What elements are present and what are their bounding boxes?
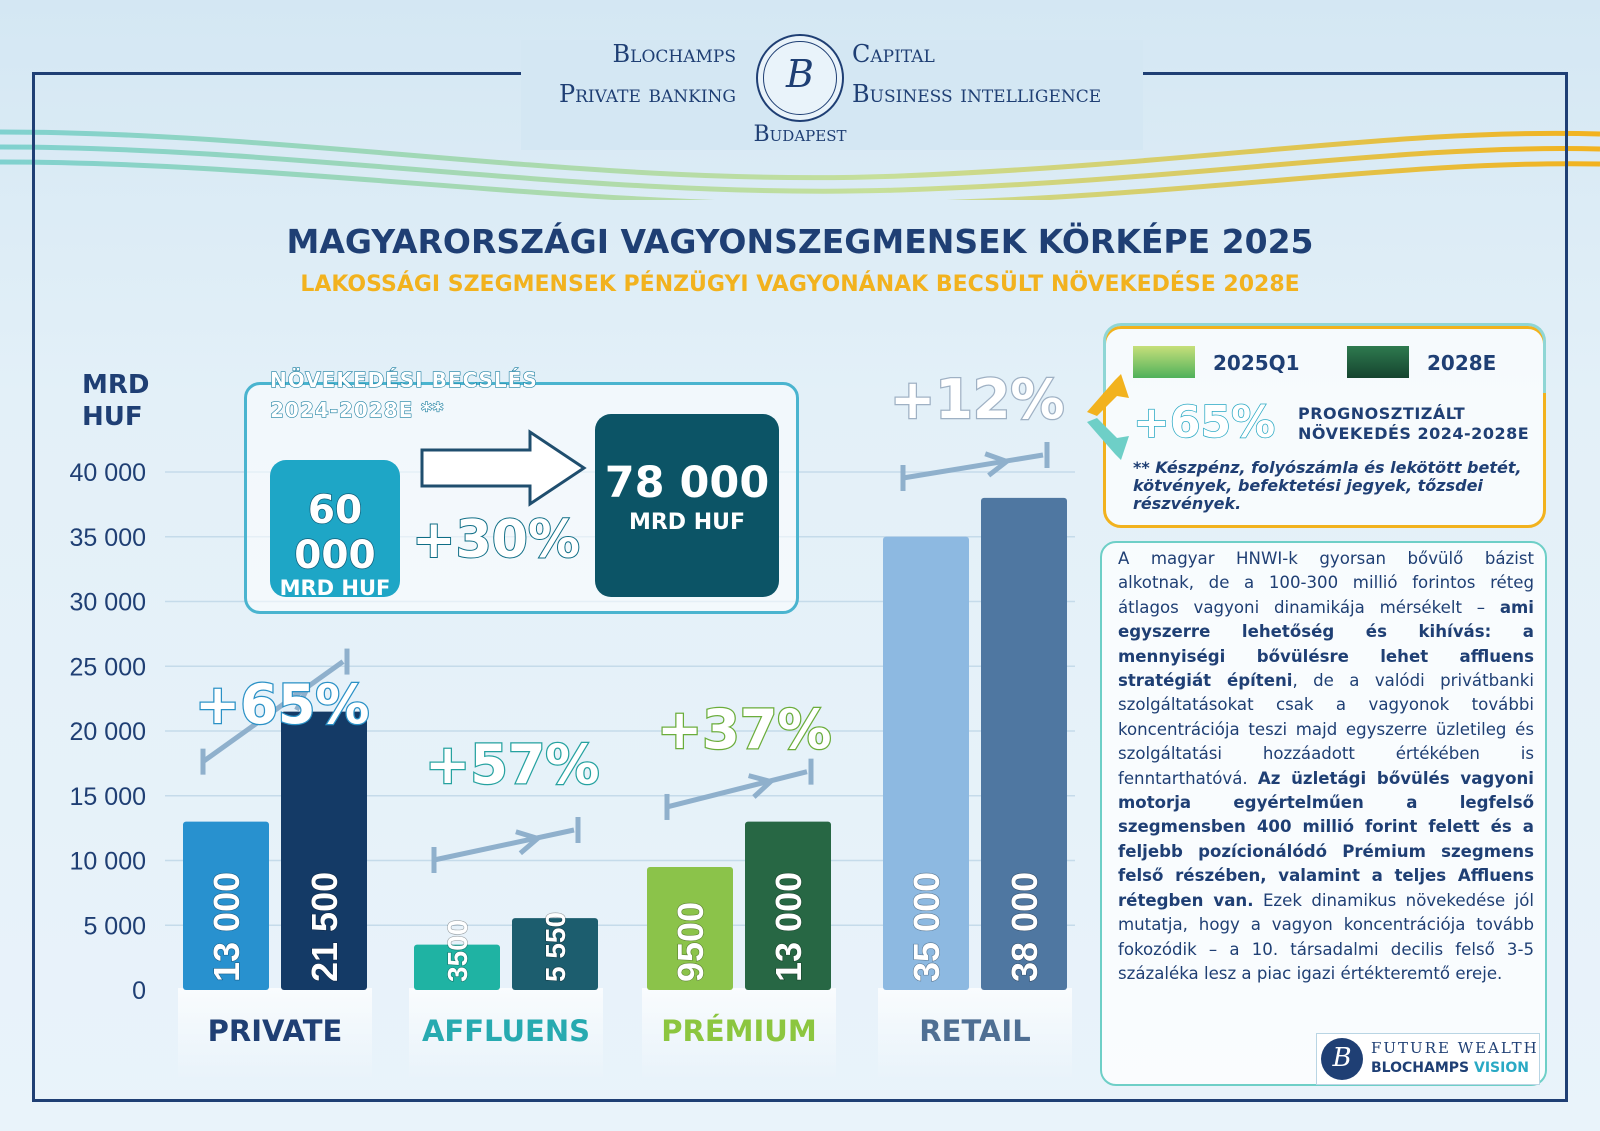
legend-swatch-2028e (1347, 346, 1409, 378)
legend-label-2028e: 2028E (1427, 351, 1497, 375)
category-label: PRIVATE (207, 1014, 343, 1048)
growth-label: +65% (195, 673, 370, 736)
commentary-run-0: A magyar HNWI-k gyorsan bővülő bázist alkotnak, de a 100-300 millió forintos réteg átlagos vagyoni dinamikája mérsékelt – (1118, 549, 1534, 617)
brand-left: Blochamps (612, 40, 736, 68)
legend-growth-text-line1: PROGNOSZTIZÁLT (1298, 404, 1466, 423)
callout-to-unit: MRD HUF (628, 510, 746, 535)
tagline-left: Private banking (558, 80, 736, 108)
legend-swatch-2025q1 (1133, 346, 1195, 378)
y-tick-label: 40 000 (69, 459, 146, 487)
y-tick-label: 25 000 (69, 653, 146, 682)
callout-from-value: 60 000 (294, 488, 376, 578)
category-label: PRÉMIUM (661, 1014, 817, 1048)
bar-value-label: 21 500 (303, 871, 345, 982)
page-subtitle: LAKOSSÁGI SZEGMENSEK PÉNZÜGYI VAGYONÁNAK BECSÜLT NÖVEKEDÉSE 2028E (300, 272, 1300, 297)
y-tick-label: 15 000 (69, 782, 146, 811)
callout-title-line2: 2024-2028E ** (270, 398, 445, 422)
bar-value-label: 38 000 (1003, 871, 1045, 982)
y-tick-label: 0 (132, 977, 146, 1005)
callout-title-line1: NÖVEKEDÉSI BECSLÉS (270, 368, 538, 392)
legend-label-2025q1: 2025Q1 (1213, 351, 1300, 375)
y-tick-label: 10 000 (69, 847, 146, 876)
commentary-run-4: Ezek dinamikus növekedése jól mutatja, hogy a vagyon koncentrációja tovább fokozódik – a 10. társadalmi decilis felső 3-5 százaléka lesz a piac igazi értékteremtő ereje. (1118, 890, 1534, 983)
legend-growth-value: +65% (1133, 397, 1276, 448)
legend-growth-text-line2: NÖVEKEDÉS 2024-2028E (1298, 424, 1530, 443)
commentary-run-2: , de a valódi privátbanki szolgáltatásokat csak a vagyonok további koncentrációja teszi majd egyszerre üzletileg és szolgáltatási hozzáadott értékében is fenntarthatóvá. (1118, 671, 1535, 788)
legend-footnote: ** Készpénz, folyószámla és lekötött betét, kötvények, befektetési jegyek, tőzsdei részvények. (1133, 458, 1522, 513)
connector-line (667, 772, 807, 807)
category-label: AFFLUENS (421, 1014, 591, 1048)
commentary-run-3: Az üzletági bővülés vagyoni motorja egyértelműen a legfelső szegmensben 400 millió forint felett és a feljebb pozícionálódó Prémium szegmens felső részében, valamint a teljes Affluens rétegben van. (1118, 768, 1534, 910)
y-axis-unit-line2: HUF (82, 402, 143, 432)
y-tick-label: 30 000 (69, 588, 146, 617)
connector-line (434, 830, 574, 860)
bar-value-label: 13 000 (205, 871, 247, 982)
callout-from-box (270, 460, 400, 600)
category-label: RETAIL (919, 1014, 1031, 1048)
growth-label: +37% (657, 698, 832, 761)
y-tick-label: 35 000 (69, 523, 146, 552)
page-title: MAGYARORSZÁGI VAGYONSZEGMENSEK KÖRKÉPE 2025 (286, 222, 1314, 261)
growth-label: +57% (425, 733, 600, 796)
brand-right: Capital (852, 40, 935, 68)
y-tick-label: 5 000 (83, 912, 146, 941)
bar-value-label: 9500 (669, 901, 711, 982)
callout-growth: +30% (412, 510, 581, 570)
y-tick-label: 20 000 (69, 718, 146, 746)
y-axis-unit-line1: MRD (82, 370, 150, 400)
callout-to-box (595, 414, 779, 597)
future-wealth-badge (1316, 1033, 1540, 1085)
logo-letter: B (786, 52, 814, 96)
badge-logo: B (1321, 1038, 1363, 1080)
badge-line2-brand: BLOCHAMPS (1371, 1060, 1470, 1076)
growth-label: +12% (890, 368, 1065, 431)
connector-line (903, 455, 1043, 478)
arrow-right-icon (420, 428, 590, 508)
bar-value-label: 5 550 (540, 911, 572, 982)
bar-value-label: 3500 (442, 919, 474, 982)
pointer-arrows-icon (1085, 372, 1135, 462)
bar-value-label: 35 000 (905, 871, 947, 982)
callout-to-value: 78 000 (604, 458, 770, 508)
city-label: Budapest (753, 122, 847, 147)
callout-from-unit: MRD HUF (279, 576, 391, 600)
commentary-run-1: ami egyszerre lehetőség és kihívás: a mennyiségi bővülésre lehet affluens stratégiát építeni (1118, 597, 1534, 691)
commentary-paragraph (1118, 547, 1534, 986)
badge-line2 (1371, 1060, 1529, 1076)
badge-line2-vision: VISION (1473, 1060, 1529, 1076)
tagline-right: Business intelligence (852, 80, 1102, 108)
bar-value-label: 13 000 (767, 871, 809, 982)
badge-line1: FUTURE WEALTH (1371, 1039, 1539, 1057)
